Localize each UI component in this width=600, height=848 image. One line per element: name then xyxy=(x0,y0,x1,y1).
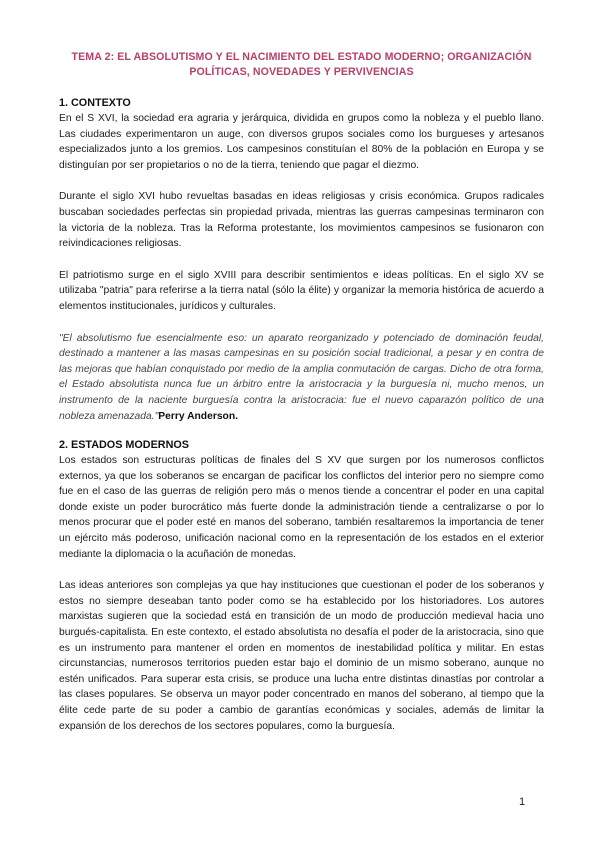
section-heading: 2. ESTADOS MODERNOS xyxy=(59,439,189,452)
quote-text: "El absolutismo fue esencialmente eso: un aparato reorganizado y potenciado de dominación feudal, destinado a mantener a las masas campesinas en su posición social tradicional, a pesar y en contra de las mejoras que habían conquistado por medio de la amplia conmutación de cargas. Dicho de otra forma, el Estado absolutista nunca fue un árbitro entre la aristocracia y la burguesía ni, mucho menos, un instrumento de la naciente burguesía contra la aristocracia: fue el nuevo caparazón político de una nobleza amenazada." xyxy=(59,332,544,422)
section-heading: 1. CONTEXTO xyxy=(59,97,131,109)
block-quote xyxy=(59,331,544,425)
document-page xyxy=(59,50,544,750)
paragraph: Durante el siglo XVI hubo revueltas basadas en ideas religiosas y crisis económica. Grupos radicales buscaban sociedades perfectas sin propiedad privada, mientras las guerras campesinas terminaron con la victoria de la nobleza. Tras la Reforma protestante, los movimientos campesinos se fusionaron con reivindicaciones religiosas. xyxy=(59,191,544,250)
page-number: 1 xyxy=(519,796,526,808)
paragraph: Las ideas anteriores son complejas ya que hay instituciones que cuestionan el poder de los soberanos y estos no siempre deseaban tanto poder como se ha establecido por los historiadores. Los autores marxistas sugieren que la sociedad está en transición de un modo de producción medieval hacia uno burgués-capitalista. En este contexto, el estado absolutista no desafía el poder de la aristocracia, sino que es un instrumento para mantener el orden en momentos de inestabilidad política y militar. En estas circunstancias, numerosos territorios pueden estar bajo el dominio de un mismo soberano, aunque no estén unificados. Para superar esta crisis, se produce una lucha entre distintas dinastías por controlar a las clases populares. Se observa un mayor poder concentrado en manos del soberano, al tiempo que la élite cede parte de su poder a cambio de garantías económicas y sociales, además de limitar la expansión de los derechos de los sectores populares, como la burguesía. xyxy=(59,580,544,732)
paragraph: En el S XVI, la sociedad era agraria y jerárquica, dividida en grupos como la nobleza y el pueblo llano. Las ciudades experimentaron un auge, con diversos grupos sociales como los burgueses y artesanos especializados junto a los gremios. Los campesinos constituían el 80% de la población en Europa y se distinguían por ser propietarios o no de la tierra, teniendo que pagar el diezmo. xyxy=(59,113,544,171)
document-title: TEMA 2: EL ABSOLUTISMO Y EL NACIMIENTO DEL ESTADO MODERNO; ORGANIZACIÓN POLÍTICAS, NOVEDADES Y PERVIVENCIAS xyxy=(71,51,532,78)
section-contexto xyxy=(59,96,544,424)
paragraph: Los estados son estructuras políticas de finales del S XV que surgen por los numerosos conflictos externos, ya que los soberanos se encargan de pacificar los conflictos del interior pero no siempre como fue en el caso de las guerras de religión pero más o menos tiende a concentrar el poder en una capital donde existe un poder burocrático más fuerte donde la administración tiende a centralizarse o por lo menos procurar que el poder esté en manos del soberano, también resaltaremos la importancia de tener un ejército más poderoso, unificación nacional como en la representación de los estados en el exterior mediante la diplomacia o la acuñación de monedas. xyxy=(59,455,544,560)
paragraph: El patriotismo surge en el siglo XVIII para describir sentimientos e ideas políticas. En el siglo XV se utilizaba "patria" para referirse a la tierra natal (sólo la élite) y organizar la memoria histórica de acuerdo a elementos institucionales, jurídicos y culturales. xyxy=(59,269,544,312)
quote-author: Perry Anderson. xyxy=(158,410,238,422)
section-estados-modernos xyxy=(59,438,544,734)
